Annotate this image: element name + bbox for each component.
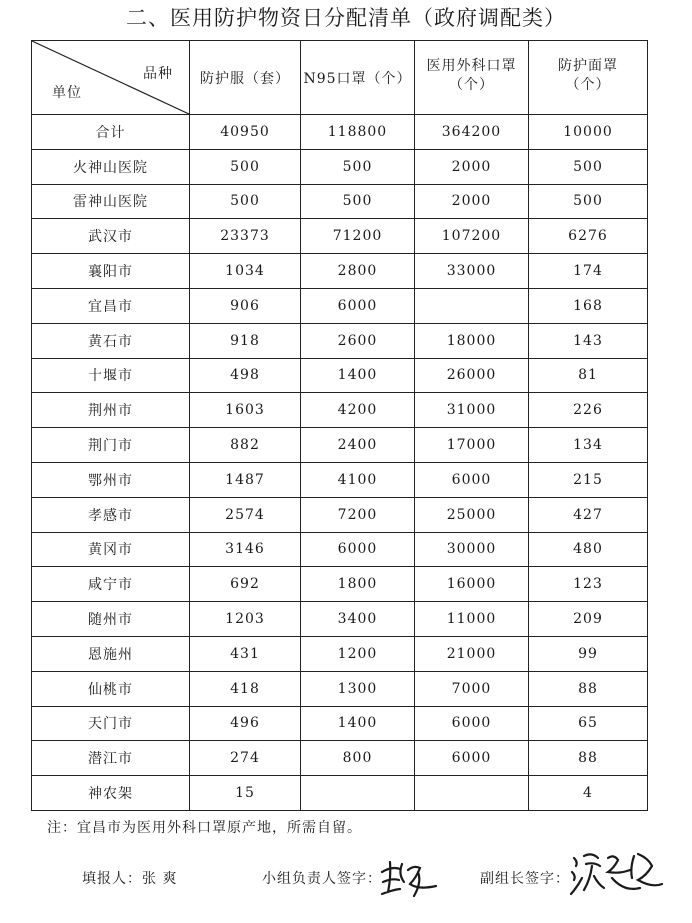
cell-n95: 1400 bbox=[301, 706, 415, 741]
cell-n95: 1300 bbox=[301, 671, 415, 706]
cell-suits: 882 bbox=[190, 428, 301, 463]
page-title: 二、医用防护物资日分配清单（政府调配类） bbox=[126, 6, 566, 30]
header-surgical-line1: 医用外科口罩 bbox=[426, 58, 517, 74]
table-row bbox=[32, 184, 648, 219]
corner-label-unit: 单位 bbox=[52, 85, 82, 101]
cell-unit: 荆州市 bbox=[32, 393, 190, 428]
cell-suits: 1203 bbox=[190, 602, 301, 637]
deputy-lead-signature bbox=[568, 848, 664, 900]
cell-suits: 15 bbox=[190, 776, 301, 811]
cell-shield: 134 bbox=[529, 428, 648, 463]
cell-shield: 88 bbox=[529, 671, 648, 706]
cell-surgical: 6000 bbox=[415, 462, 529, 497]
cell-shield: 88 bbox=[529, 741, 648, 776]
cell-unit: 神农架 bbox=[32, 776, 190, 811]
table-row bbox=[32, 428, 648, 463]
table-row bbox=[32, 288, 648, 323]
header-protective-suits: 防护服（套） bbox=[190, 41, 301, 115]
cell-suits: 431 bbox=[190, 636, 301, 671]
deputy-lead-label: 副组长签字： bbox=[480, 871, 570, 887]
footnote: 注：宜昌市为医用外科口罩原产地，所需自留。 bbox=[47, 820, 362, 836]
diagonal-header-cell bbox=[32, 41, 190, 115]
cell-shield: 4 bbox=[529, 776, 648, 811]
cell-n95: 1800 bbox=[301, 567, 415, 602]
header-surgical-masks bbox=[415, 41, 529, 115]
cell-suits: 2574 bbox=[190, 497, 301, 532]
table-row bbox=[32, 219, 648, 254]
cell-suits: 692 bbox=[190, 567, 301, 602]
cell-n95: 3400 bbox=[301, 602, 415, 637]
cell-n95: 800 bbox=[301, 741, 415, 776]
cell-shield: 123 bbox=[529, 567, 648, 602]
header-surgical-line2: （个） bbox=[449, 77, 494, 93]
table-row bbox=[32, 149, 648, 184]
cell-shield: 226 bbox=[529, 393, 648, 428]
cell-surgical bbox=[415, 776, 529, 811]
table-row bbox=[32, 671, 648, 706]
table-row bbox=[32, 393, 648, 428]
header-shield-line1: 防护面罩 bbox=[558, 58, 618, 74]
cell-surgical: 31000 bbox=[415, 393, 529, 428]
cell-shield: 500 bbox=[529, 149, 648, 184]
cell-shield: 427 bbox=[529, 497, 648, 532]
table-row bbox=[32, 741, 648, 776]
cell-n95: 118800 bbox=[301, 115, 415, 150]
table-row bbox=[32, 602, 648, 637]
cell-suits: 500 bbox=[190, 184, 301, 219]
header-shield-line2: （个） bbox=[565, 77, 611, 93]
cell-surgical: 16000 bbox=[415, 567, 529, 602]
table-row bbox=[32, 497, 648, 532]
cell-surgical: 7000 bbox=[415, 671, 529, 706]
cell-suits: 418 bbox=[190, 671, 301, 706]
table-row bbox=[32, 254, 648, 289]
allocation-table bbox=[31, 40, 648, 811]
cell-surgical bbox=[415, 288, 529, 323]
cell-unit: 荆门市 bbox=[32, 428, 190, 463]
cell-shield: 10000 bbox=[529, 115, 648, 150]
cell-shield: 215 bbox=[529, 462, 648, 497]
cell-surgical: 6000 bbox=[415, 706, 529, 741]
cell-unit: 襄阳市 bbox=[32, 254, 190, 289]
cell-suits: 23373 bbox=[190, 219, 301, 254]
cell-surgical: 364200 bbox=[415, 115, 529, 150]
table-row bbox=[32, 323, 648, 358]
cell-surgical: 17000 bbox=[415, 428, 529, 463]
cell-surgical: 11000 bbox=[415, 602, 529, 637]
table-row bbox=[32, 567, 648, 602]
cell-surgical: 107200 bbox=[415, 219, 529, 254]
total-row bbox=[32, 115, 648, 150]
cell-unit: 黄石市 bbox=[32, 323, 190, 358]
cell-shield: 6276 bbox=[529, 219, 648, 254]
cell-unit: 恩施州 bbox=[32, 636, 190, 671]
cell-shield: 480 bbox=[529, 532, 648, 567]
cell-shield: 174 bbox=[529, 254, 648, 289]
cell-suits: 274 bbox=[190, 741, 301, 776]
table-row bbox=[32, 776, 648, 811]
group-lead-signature bbox=[378, 856, 442, 900]
header-n95-masks: N95口罩（个） bbox=[301, 41, 415, 115]
cell-unit: 随州市 bbox=[32, 602, 190, 637]
cell-n95: 2600 bbox=[301, 323, 415, 358]
corner-label-category: 品种 bbox=[143, 66, 173, 82]
cell-suits: 496 bbox=[190, 706, 301, 741]
cell-shield: 500 bbox=[529, 184, 648, 219]
cell-n95: 7200 bbox=[301, 497, 415, 532]
signature-footer bbox=[0, 862, 692, 912]
cell-unit: 十堰市 bbox=[32, 358, 190, 393]
cell-shield: 143 bbox=[529, 323, 648, 358]
table-header-row bbox=[32, 41, 648, 115]
cell-suits: 498 bbox=[190, 358, 301, 393]
cell-n95: 6000 bbox=[301, 288, 415, 323]
cell-n95: 1400 bbox=[301, 358, 415, 393]
cell-unit: 武汉市 bbox=[32, 219, 190, 254]
cell-unit: 合计 bbox=[32, 115, 190, 150]
cell-surgical: 25000 bbox=[415, 497, 529, 532]
cell-n95: 4200 bbox=[301, 393, 415, 428]
cell-suits: 1487 bbox=[190, 462, 301, 497]
cell-unit: 鄂州市 bbox=[32, 462, 190, 497]
table-row bbox=[32, 532, 648, 567]
cell-unit: 天门市 bbox=[32, 706, 190, 741]
cell-suits: 918 bbox=[190, 323, 301, 358]
cell-surgical: 18000 bbox=[415, 323, 529, 358]
cell-unit: 潜江市 bbox=[32, 741, 190, 776]
cell-n95: 1200 bbox=[301, 636, 415, 671]
cell-surgical: 6000 bbox=[415, 741, 529, 776]
header-face-shields bbox=[529, 41, 648, 115]
table-body bbox=[32, 115, 648, 811]
cell-n95: 500 bbox=[301, 149, 415, 184]
cell-surgical: 26000 bbox=[415, 358, 529, 393]
table-row bbox=[32, 636, 648, 671]
cell-suits: 3146 bbox=[190, 532, 301, 567]
table-row bbox=[32, 706, 648, 741]
cell-unit: 咸宁市 bbox=[32, 567, 190, 602]
filler-name: 填报人：张 爽 bbox=[82, 871, 178, 887]
cell-shield: 168 bbox=[529, 288, 648, 323]
cell-unit: 宜昌市 bbox=[32, 288, 190, 323]
cell-n95: 6000 bbox=[301, 532, 415, 567]
cell-suits: 1034 bbox=[190, 254, 301, 289]
cell-shield: 65 bbox=[529, 706, 648, 741]
cell-n95: 4100 bbox=[301, 462, 415, 497]
cell-surgical: 2000 bbox=[415, 149, 529, 184]
cell-unit: 仙桃市 bbox=[32, 671, 190, 706]
cell-suits: 40950 bbox=[190, 115, 301, 150]
cell-n95: 2400 bbox=[301, 428, 415, 463]
table-row bbox=[32, 358, 648, 393]
cell-surgical: 21000 bbox=[415, 636, 529, 671]
cell-surgical: 2000 bbox=[415, 184, 529, 219]
cell-suits: 906 bbox=[190, 288, 301, 323]
cell-n95: 71200 bbox=[301, 219, 415, 254]
cell-unit: 黄冈市 bbox=[32, 532, 190, 567]
cell-suits: 500 bbox=[190, 149, 301, 184]
cell-shield: 209 bbox=[529, 602, 648, 637]
table-row bbox=[32, 462, 648, 497]
cell-surgical: 33000 bbox=[415, 254, 529, 289]
cell-shield: 81 bbox=[529, 358, 648, 393]
cell-n95 bbox=[301, 776, 415, 811]
cell-surgical: 30000 bbox=[415, 532, 529, 567]
cell-unit: 火神山医院 bbox=[32, 149, 190, 184]
group-lead-label: 小组负责人签字： bbox=[262, 871, 382, 887]
cell-unit: 雷神山医院 bbox=[32, 184, 190, 219]
cell-n95: 500 bbox=[301, 184, 415, 219]
cell-suits: 1603 bbox=[190, 393, 301, 428]
cell-shield: 99 bbox=[529, 636, 648, 671]
cell-n95: 2800 bbox=[301, 254, 415, 289]
cell-unit: 孝感市 bbox=[32, 497, 190, 532]
